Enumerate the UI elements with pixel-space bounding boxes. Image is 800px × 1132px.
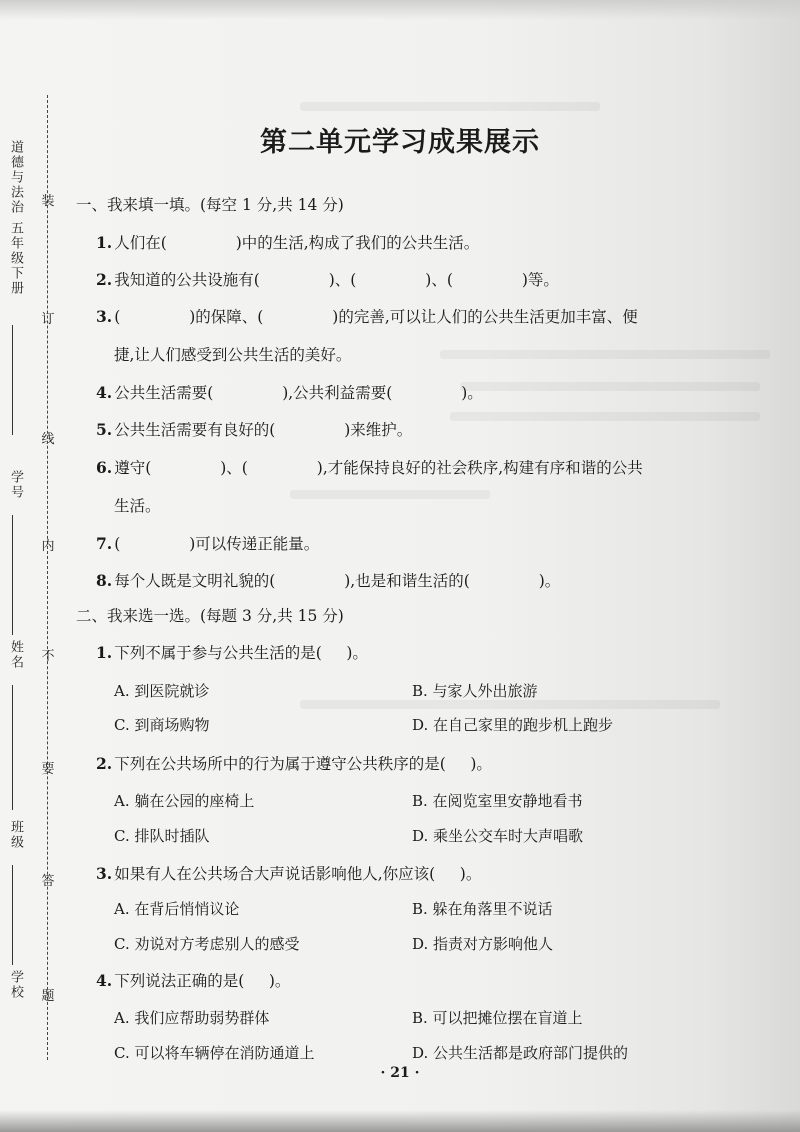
question-number: 3. xyxy=(96,864,113,883)
question-number: 6. xyxy=(96,458,113,477)
question-text: 下列说法正确的是( )。 xyxy=(114,972,291,990)
fill-question-6-continued xyxy=(114,494,161,516)
option-b: B. 可以把摊位摆在盲道上 xyxy=(412,1009,583,1027)
fill-question-3 xyxy=(96,305,638,327)
bleed-through-mark xyxy=(440,350,770,359)
fill-question-5 xyxy=(96,418,412,440)
book-info-label: 道德与法治 五年级下册 xyxy=(8,140,23,297)
bleed-through-mark xyxy=(460,382,760,391)
question-number: 5. xyxy=(96,420,113,439)
binding-char: 订 xyxy=(41,312,55,327)
question-text: 遵守( )、( ),才能保持良好的社会秩序,构建有序和谐的公共 xyxy=(114,459,643,477)
page-number: · 21 · xyxy=(380,1065,420,1081)
question-number: 1. xyxy=(96,233,113,252)
option-a: A. 我们应帮助弱势群体 xyxy=(114,1009,270,1027)
question-text: 捷,让人们感受到公共生活的美好。 xyxy=(114,346,352,364)
option-b: B. 在阅览室里安静地看书 xyxy=(412,792,583,810)
question-text: 人们在( )中的生活,构成了我们的公共生活。 xyxy=(114,234,480,252)
question-text: 生活。 xyxy=(114,497,161,515)
question-number: 8. xyxy=(96,571,113,590)
fill-question-7 xyxy=(96,532,319,554)
option-a: A. 躺在公园的座椅上 xyxy=(114,792,255,810)
question-number: 2. xyxy=(96,754,113,773)
question-text: 如果有人在公共场合大声说话影响他人,你应该( )。 xyxy=(114,865,482,883)
choice-question-1 xyxy=(96,641,368,663)
bleed-through-mark xyxy=(300,700,720,709)
option-c: C. 到商场购物 xyxy=(114,716,210,734)
option-a: A. 在背后悄悄议论 xyxy=(114,900,240,918)
option-b: B. 与家人外出旅游 xyxy=(412,682,538,700)
question-text: 公共生活需要有良好的( )来维护。 xyxy=(114,421,413,439)
binding-char: 要 xyxy=(41,762,55,777)
school-label: 学校 xyxy=(8,970,23,1000)
option-a: A. 到医院就诊 xyxy=(114,682,210,700)
question-text: 下列在公共场所中的行为属于遵守公共秩序的是( )。 xyxy=(114,755,492,773)
question-number: 2. xyxy=(96,270,113,289)
class-label: 班级 xyxy=(8,820,23,850)
option-c: C. 可以将车辆停在消防通道上 xyxy=(114,1044,315,1062)
section-multiple-choice-title: 二、我来选一选。(每题 3 分,共 15 分) xyxy=(76,607,344,625)
question-text: 每个人既是文明礼貌的( ),也是和谐生活的( )。 xyxy=(114,572,561,590)
scan-shadow-bottom xyxy=(0,1110,800,1132)
question-number: 7. xyxy=(96,534,113,553)
fill-question-6 xyxy=(96,456,643,478)
fill-question-8 xyxy=(96,569,560,591)
binding-char: 装 xyxy=(41,194,55,209)
option-d: D. 指责对方影响他人 xyxy=(412,935,554,953)
option-d: D. 在自己家里的跑步机上跑步 xyxy=(412,716,614,734)
student-name-label: 姓名 xyxy=(8,640,23,670)
page-title: 第二单元学习成果展示 xyxy=(260,127,540,158)
bleed-through-mark xyxy=(300,102,600,111)
binding-char: 答 xyxy=(41,874,55,889)
option-c: C. 劝说对方考虑别人的感受 xyxy=(114,935,300,953)
section-fill-in-title: 一、我来填一填。(每空 1 分,共 14 分) xyxy=(76,196,344,214)
question-text: 下列不属于参与公共生活的是( )。 xyxy=(114,644,368,662)
question-text: ( )可以传递正能量。 xyxy=(114,535,320,553)
student-id-label: 学号 xyxy=(8,470,23,500)
question-number: 4. xyxy=(96,383,113,402)
question-text: ( )的保障、( )的完善,可以让人们的公共生活更加丰富、便 xyxy=(114,308,638,326)
fill-question-3-continued xyxy=(114,343,351,365)
question-number: 3. xyxy=(96,307,113,326)
option-b: B. 躲在角落里不说话 xyxy=(412,900,553,918)
choice-question-3 xyxy=(96,862,481,884)
binding-char: 题 xyxy=(41,989,55,1004)
question-text: 我知道的公共设施有( )、( )、( )等。 xyxy=(114,271,559,289)
option-d: D. 乘坐公交车时大声唱歌 xyxy=(412,827,584,845)
binding-char: 内 xyxy=(41,539,55,554)
fill-question-2 xyxy=(96,268,559,290)
option-d: D. 公共生活都是政府部门提供的 xyxy=(412,1044,629,1062)
question-number: 1. xyxy=(96,643,113,662)
binding-char: 线 xyxy=(41,432,55,447)
bleed-through-mark xyxy=(290,490,490,499)
question-number: 4. xyxy=(96,971,113,990)
fill-question-4 xyxy=(96,381,483,403)
option-c: C. 排队时插队 xyxy=(114,827,210,845)
binding-char: 不 xyxy=(41,649,55,664)
fill-question-1 xyxy=(96,231,479,253)
scan-shadow-top xyxy=(0,0,800,20)
bleed-through-mark xyxy=(450,412,760,421)
choice-question-2 xyxy=(96,752,492,774)
choice-question-4 xyxy=(96,969,290,991)
question-text: 公共生活需要( ),公共利益需要( )。 xyxy=(114,384,483,402)
